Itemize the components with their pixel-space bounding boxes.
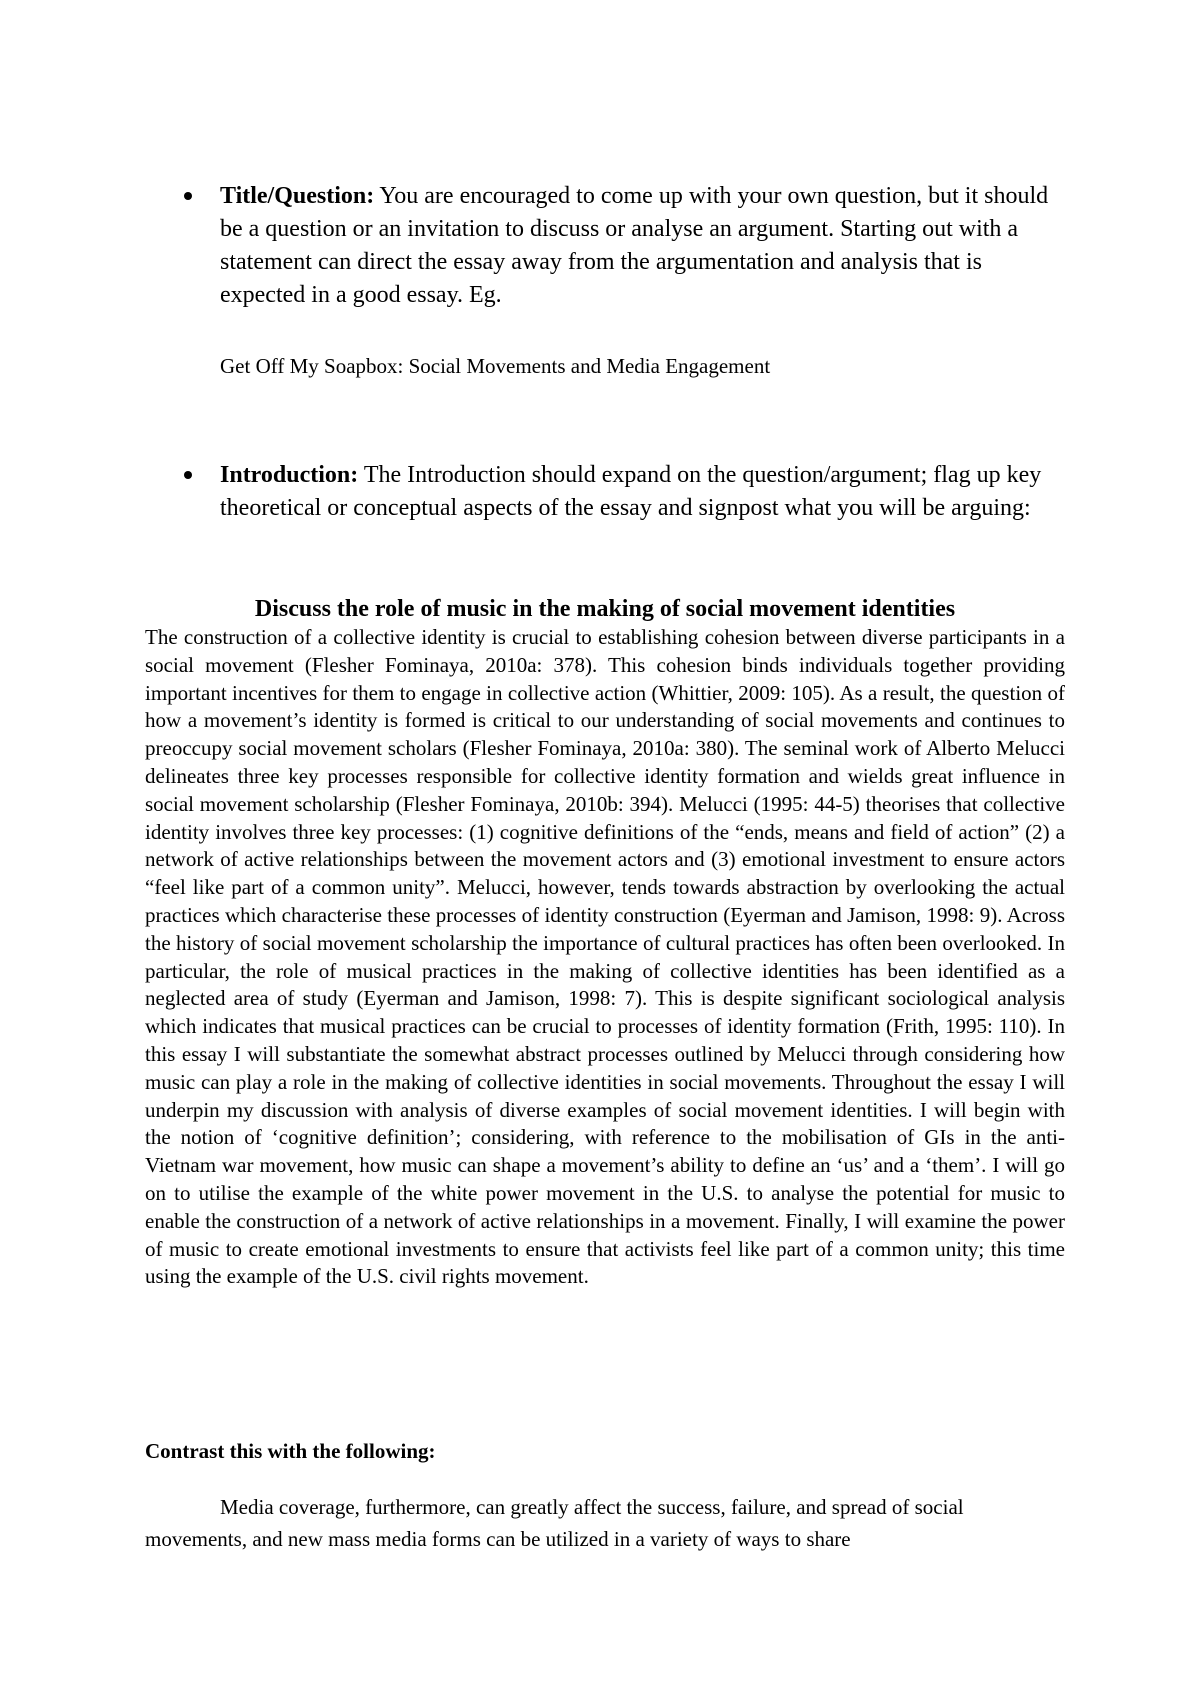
contrast-label: Contrast this with the following: [145, 1439, 436, 1463]
introduction-text: The Introduction should expand on the question/argument; flag up key theoretical or conceptual aspects of the essay and signpost what you will be arguing: [220, 462, 1042, 521]
essay-heading: Discuss the role of music in the making of social movement identities [254, 596, 956, 622]
title-question-text: You are encouraged to come up with your own question, but it should be a question or an invitation to discuss or analyse an argument. Starting out with a statement can direct the essay away from the argumentation and analysis that is expected in a good essay. Eg. [220, 183, 1049, 308]
example-title: Get Off My Soapbox: Social Movements and Media Engagement [220, 354, 771, 378]
contrast-body: Media coverage, furthermore, can greatly affect the success, failure, and spread of social movements, and new mass media forms can be utilized in a variety of ways to share [145, 1495, 964, 1551]
bullet-icon [184, 471, 192, 479]
essay-body: The construction of a collective identity is crucial to establishing cohesion between diverse participants in a social movement (Flesher Fominaya, 2010a: 378). This cohesion binds individuals together providing important incentives for them to engage in collective action (Whittier, 2009: 105). As a result, the question of how a movement’s identity is formed is critical to our understanding of social movements and continues to preoccupy social movement scholars (Flesher Fominaya, 2010a: 380). The seminal work of Alberto Melucci delineates three key processes responsible for collective identity formation and wields great influence in social movement scholarship (Flesher Fominaya, 2010b: 394). Melucci (1995: 44-5) theorises that collective identity involves three key processes: (1) cognitive definitions of the “ends, means and field of action” (2) a network of active relationships between the movement actors and (3) emotional investment to ensure actors “feel like part of a common unity”. Melucci, however, tends towards abstraction by overlooking the actual practices which characterise these processes of identity construction (Eyerman and Jamison, 1998: 9). Across the history of social movement scholarship the importance of cultural practices has often been overlooked. In particular, the role of musical practices in the making of collective identities has been identified as a neglected area of study (Eyerman and Jamison, 1998: 7). This is despite significant sociological analysis which indicates that musical practices can be crucial to processes of identity formation (Frith, 1995: 110). In this essay I will substantiate the somewhat abstract processes outlined by Melucci through considering how music can play a role in the making of collective identities in social movements. Throughout the essay I will underpin my discussion with analysis of diverse examples of social movement identities. I will begin with the notion of ‘cognitive definition’; considering, with reference to the mobilisation of GIs in the anti-Vietnam war movement, how music can shape a movement’s ability to define an ‘us’ and a ‘them’. I will go on to utilise the example of the white power movement in the U.S. to analyse the potential for music to enable the construction of a network of active relationships in a movement. Finally, I will examine the power of music to create emotional investments to ensure that activists feel like part of a common unity; this time using the example of the U.S. civil rights movement. [145, 625, 1065, 1289]
title-question-bullet [220, 180, 1060, 312]
introduction-label: Introduction: [220, 462, 359, 488]
bullet-icon [184, 192, 192, 200]
title-question-label: Title/Question: [220, 183, 375, 209]
introduction-bullet [220, 459, 1060, 525]
